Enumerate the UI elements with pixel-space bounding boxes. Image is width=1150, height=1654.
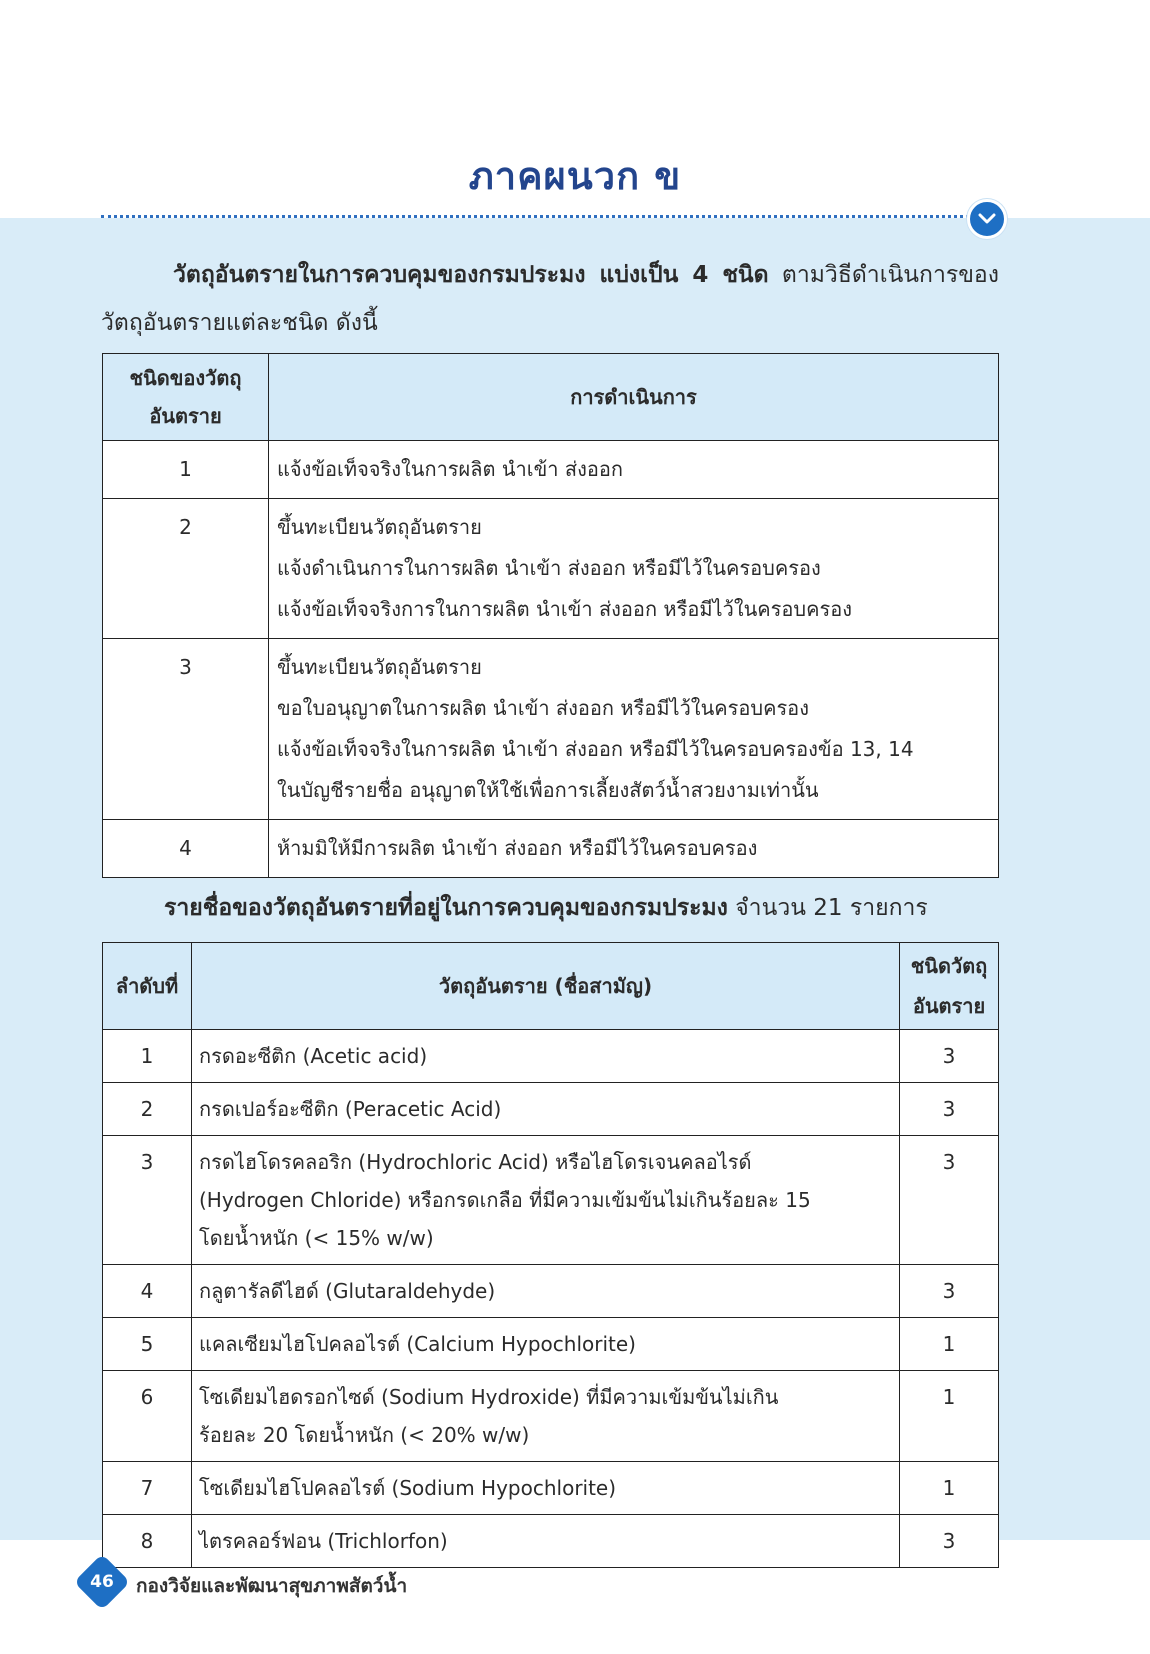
order-cell: 2 <box>103 1083 192 1136</box>
common-name-line: โซเดียมไฮโปคลอไรต์ (Sodium Hypochlorite) <box>199 1476 617 1500</box>
common-name-cell <box>192 1515 900 1568</box>
common-name-cell <box>192 1371 900 1462</box>
table-row <box>103 820 999 878</box>
order-cell: 5 <box>103 1318 192 1371</box>
table-row <box>103 1515 999 1568</box>
hazard-type-cell: 1 <box>103 441 269 499</box>
header-procedure: การดำเนินการ <box>269 354 999 441</box>
table-row <box>103 1030 999 1083</box>
list-heading-rest: จำนวน 21 รายการ <box>727 895 928 921</box>
type-cell: 3 <box>900 1515 999 1568</box>
procedure-cell <box>269 441 999 499</box>
table-row <box>103 1318 999 1371</box>
order-cell: 3 <box>103 1136 192 1265</box>
type-cell: 3 <box>900 1136 999 1265</box>
intro-paragraph <box>101 251 999 347</box>
table-row <box>103 1371 999 1462</box>
procedure-line: ขึ้นทะเบียนวัตถุอันตราย <box>277 655 482 679</box>
procedure-line: แจ้งดำเนินการในการผลิต นำเข้า ส่งออก หรือมีไว้ในครอบครอง <box>277 556 821 580</box>
table-row <box>103 1462 999 1515</box>
page-title: ภาคผนวก ข <box>468 154 682 198</box>
page-number: 46 <box>90 1572 114 1592</box>
common-name-cell <box>192 1030 900 1083</box>
common-name-line: โซเดียมไฮดรอกไซด์ (Sodium Hydroxide) ที่มีความเข้มข้นไม่เกิน <box>199 1385 779 1409</box>
type-cell: 3 <box>900 1083 999 1136</box>
common-name-line: แคลเซียมไฮโปคลอไรต์ (Calcium Hypochlorite) <box>199 1332 636 1356</box>
common-name-line: กรดไฮโดรคลอริก (Hydrochloric Acid) หรือไฮโดรเจนคลอไรด์ <box>199 1150 752 1174</box>
type-cell: 3 <box>900 1265 999 1318</box>
common-name-line: กรดอะซีติก (Acetic acid) <box>199 1044 428 1068</box>
chevron-down-icon <box>967 199 1007 239</box>
procedure-line: ขึ้นทะเบียนวัตถุอันตราย <box>277 515 482 539</box>
common-name-line: กลูตารัลดีไฮด์ (Glutaraldehyde) <box>199 1279 496 1303</box>
table-row <box>103 441 999 499</box>
procedure-line: ขอใบอนุญาตในการผลิต นำเข้า ส่งออก หรือมีไว้ในครอบครอง <box>277 696 809 720</box>
header-hazard-type: ชนิดของวัตถุอันตราย <box>103 354 269 441</box>
hazard-type-cell: 2 <box>103 499 269 639</box>
common-name-cell <box>192 1083 900 1136</box>
table-row <box>103 1083 999 1136</box>
common-name-line: ไตรคลอร์ฟอน (Trichlorfon) <box>199 1529 448 1553</box>
type-cell: 3 <box>900 1030 999 1083</box>
procedure-cell <box>269 639 999 820</box>
common-name-line: กรดเปอร์อะซีติก (Peracetic Acid) <box>199 1097 502 1121</box>
common-name-cell <box>192 1265 900 1318</box>
type-cell: 1 <box>900 1371 999 1462</box>
order-cell: 7 <box>103 1462 192 1515</box>
table-row <box>103 639 999 820</box>
common-name-cell <box>192 1136 900 1265</box>
header-type: ชนิดวัตถุอันตราย <box>900 943 999 1030</box>
order-cell: 6 <box>103 1371 192 1462</box>
common-name-line: โดยน้ำหนัก (< 15% w/w) <box>199 1226 434 1250</box>
procedure-line: ห้ามมิให้มีการผลิต นำเข้า ส่งออก หรือมีไว้ในครอบครอง <box>277 836 758 860</box>
order-cell: 1 <box>103 1030 192 1083</box>
hazard-list-table <box>102 942 999 1568</box>
procedure-cell <box>269 820 999 878</box>
page-number-badge <box>74 1554 131 1611</box>
common-name-cell <box>192 1318 900 1371</box>
intro-bold: วัตถุอันตรายในการควบคุมของกรมประมง แบ่งเป็น 4 ชนิด <box>173 262 769 288</box>
type-cell: 1 <box>900 1462 999 1515</box>
list-heading-bold: รายชื่อของวัตถุอันตรายที่อยู่ในการควบคุมของกรมประมง <box>164 895 728 921</box>
header-common-name: วัตถุอันตราย (ชื่อสามัญ) <box>192 943 900 1030</box>
common-name-line: ร้อยละ 20 โดยน้ำหนัก (< 20% w/w) <box>199 1423 530 1447</box>
table-row <box>103 1136 999 1265</box>
common-name-line: (Hydrogen Chloride) หรือกรดเกลือ ที่มีความเข้มข้นไม่เกินร้อยละ 15 <box>199 1188 811 1212</box>
hazard-type-table <box>102 353 999 878</box>
procedure-line: แจ้งข้อเท็จจริงในการผลิต นำเข้า ส่งออก หรือมีไว้ในครอบครองข้อ 13, 14 <box>277 737 914 761</box>
intro-rest: ตามวิธีดำเนินการของวัตถุอันตรายแต่ละชนิด ดังนี้ <box>101 262 999 336</box>
footer-department: กองวิจัยและพัฒนาสุขภาพสัตว์น้ำ <box>136 1575 408 1597</box>
order-cell: 8 <box>103 1515 192 1568</box>
procedure-line: แจ้งข้อเท็จจริงในการผลิต นำเข้า ส่งออก <box>277 457 623 481</box>
procedure-line: ในบัญชีรายชื่อ อนุญาตให้ใช้เพื่อการเลี้ยงสัตว์น้ำสวยงามเท่านั้น <box>277 778 819 802</box>
header-order: ลำดับที่ <box>103 943 192 1030</box>
hazard-type-cell: 3 <box>103 639 269 820</box>
procedure-line: แจ้งข้อเท็จจริงการในการผลิต นำเข้า ส่งออก หรือมีไว้ในครอบครอง <box>277 597 852 621</box>
hazard-type-cell: 4 <box>103 820 269 878</box>
table-row <box>103 1265 999 1318</box>
procedure-cell <box>269 499 999 639</box>
type-cell: 1 <box>900 1318 999 1371</box>
order-cell: 4 <box>103 1265 192 1318</box>
table-row <box>103 499 999 639</box>
list-heading <box>164 890 1004 926</box>
common-name-cell <box>192 1462 900 1515</box>
